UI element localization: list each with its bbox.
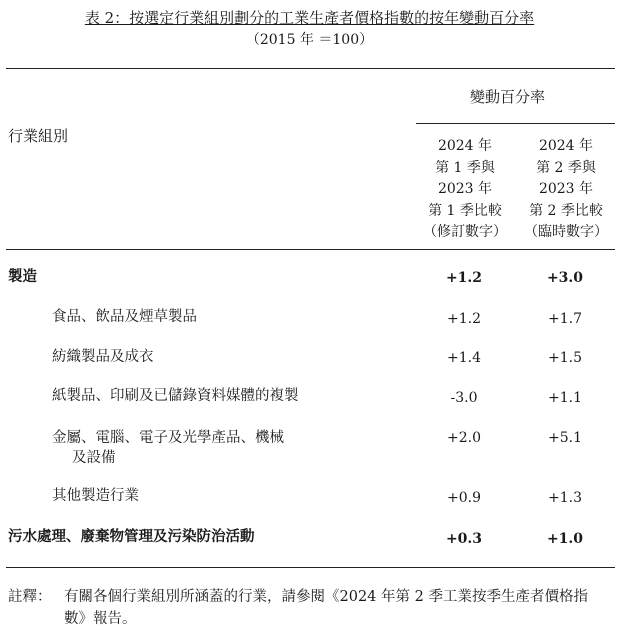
value-q1-paper: -3.0: [450, 390, 478, 406]
footnote-lead: 註釋：: [8, 589, 52, 605]
value-q1-food: +1.2: [447, 311, 481, 327]
value-q2-other: +1.3: [548, 490, 582, 506]
table-title: 表 2：按選定行業組別劃分的工業生產者價格指數的按年變動百分率: [84, 9, 535, 27]
row-label-other: 其他製造行業: [52, 488, 139, 504]
row-label-metals-line1: 金屬、電腦、電子及光學產品、機械: [52, 430, 284, 446]
row-label-metals-line2: 及設備: [72, 450, 116, 466]
footnote: [8, 586, 608, 630]
value-q2-food: +1.7: [548, 311, 582, 327]
value-q1-textiles: +1.4: [447, 350, 481, 366]
value-q2-paper: +1.1: [548, 390, 582, 406]
span-header-label: 變動百分率: [470, 88, 546, 106]
column-header-q1: 2024 年 第 1 季與 2023 年 第 1 季比較 （修訂數字）: [423, 138, 507, 240]
table-subtitle: （2015 年 ＝100）: [245, 32, 374, 48]
value-q2-manufacturing: +3.0: [546, 270, 584, 286]
value-q2-textiles: +1.5: [548, 350, 582, 366]
row-label-paper: 紙製品、印刷及已儲錄資料媒體的複製: [52, 388, 299, 404]
value-q2-metals: +5.1: [548, 430, 582, 446]
value-q2-sewerage: +1.0: [546, 531, 584, 547]
row-label-textiles: 紡織製品及成衣: [52, 349, 154, 365]
value-q1-sewerage: +0.3: [445, 531, 483, 547]
column-header-q2: 2024 年 第 2 季與 2023 年 第 2 季比較 （臨時數字）: [524, 138, 608, 240]
value-q1-other: +0.9: [447, 490, 481, 506]
top-rule: [6, 68, 615, 69]
table-bottom-rule: [6, 567, 615, 568]
span-rule: [416, 123, 615, 124]
row-header-label: 行業組別: [8, 127, 69, 145]
value-q1-metals: +2.0: [447, 430, 481, 446]
footnote-text: 有關各個行業組別所涵蓋的行業，請參閱《2024 年第 2 季工業按季生產者價格指數》報告。: [64, 589, 588, 627]
row-label-manufacturing: 製造: [8, 268, 37, 285]
row-label-sewerage: 污水處理、廢棄物管理及污染防治活動: [8, 528, 255, 545]
row-label-food: 食品、飲品及煙草製品: [52, 309, 197, 325]
header-bottom-rule: [6, 249, 615, 250]
row-label-metals: [52, 428, 284, 468]
value-q1-manufacturing: +1.2: [445, 270, 483, 286]
